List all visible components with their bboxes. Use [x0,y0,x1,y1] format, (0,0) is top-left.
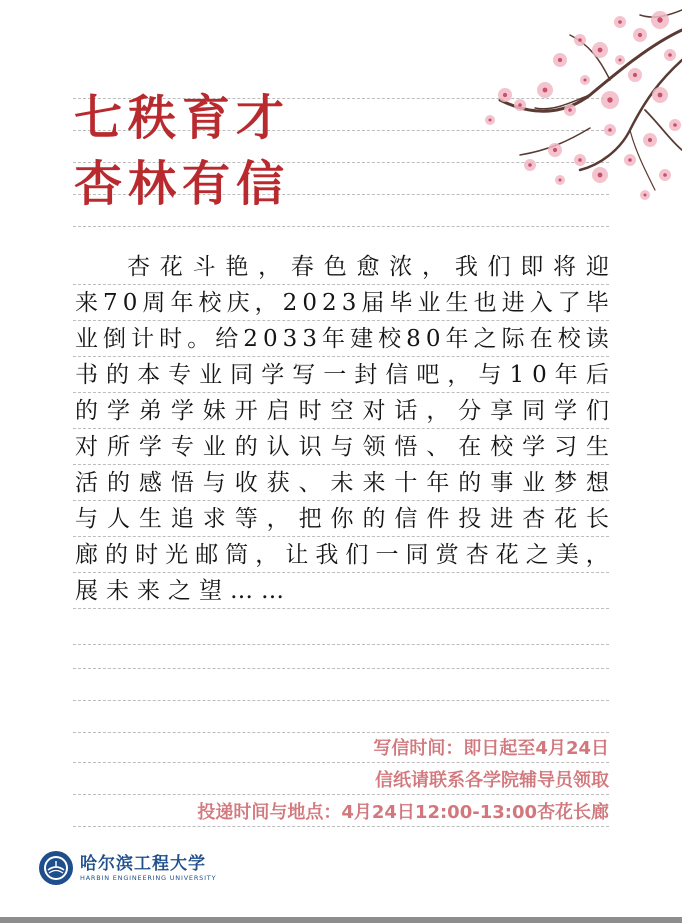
blossom-center [558,58,562,62]
body-line: 对 所 学 专 业 的 认 识 与 领 悟 、 在 校 学 习 生 [75,434,609,460]
body-line: 的 学 弟 学 妹 开 启 时 空 对 话 ， 分 享 同 学 们 [75,398,609,424]
blossom-center [489,119,492,122]
ruled-line [73,644,609,645]
body-line: 业 倒 计 时 。 给 2 0 3 3 年 建 校 8 0 年 之 际 在 校 读 [75,326,609,352]
ruled-line [73,732,609,733]
write-time-info: 写信时间：即日起至4月24日 [373,738,609,759]
blossom-center [658,93,663,98]
blossom-center [553,148,557,152]
paper-pickup-info: 信纸请联系各学院辅导员领取 [375,770,609,791]
university-name-cn: 哈尔滨工程大学 [80,853,206,874]
blossom-center [668,53,672,57]
blossom-center [657,17,662,22]
blossom-center [619,59,622,62]
blossom-center [618,20,622,24]
body-line: 书 的 本 专 业 同 学 写 一 封 信 吧 ， 与 1 0 年 后 [75,362,609,388]
university-seal-icon [38,850,74,886]
blossom-center [663,173,667,177]
blossom-center [598,48,603,53]
ruled-line [73,794,609,795]
blossom-center [568,108,572,112]
blossom-center [633,73,637,77]
university-logo [38,850,216,886]
blossom-center [628,158,632,162]
ruled-line [73,668,609,669]
blossom-center [673,123,677,127]
ruled-line [73,826,609,827]
page-bottom-bar [0,917,682,923]
body-line: 来 7 0 周 年 校 庆 ， 2 0 2 3 届 毕 业 生 也 进 入 了 毕 [75,290,609,316]
body-line: 廊 的 时 光 邮 筒 ， 让 我 们 一 同 赏 杏 花 之 美 ， [75,542,609,568]
blossom-center [559,179,562,182]
blossom-center [584,79,587,82]
letter-body [75,249,609,609]
blossom-center [578,38,582,42]
blossom-center [608,128,612,132]
blossom-center [518,103,522,107]
blossom-center [578,158,582,162]
title-line-2: 杏林有信 [74,156,291,212]
university-name-en: HARBIN ENGINEERING UNIVERSITY [80,873,217,882]
ruled-line [73,700,609,701]
delivery-info: 投递时间与地点：4月24日12:00-13:00杏花长廊 [197,802,609,823]
ruled-line [73,762,609,763]
blossom-center [638,33,642,37]
body-line: 杏 花 斗 艳 ， 春 色 愈 浓 ， 我 们 即 将 迎 [127,254,609,280]
body-line: 与 人 生 追 求 等 ， 把 你 的 信 件 投 进 杏 花 长 [75,506,609,532]
title-line-1: 七秩育才 [74,90,291,146]
body-line: 展未来之望…… [75,578,292,604]
blossom-center [543,88,548,93]
apricot-blossom-decoration [460,0,682,260]
blossom-center [598,173,603,178]
blossom-center [528,163,532,167]
blossom-center [503,93,507,97]
blossom-center [607,97,612,102]
body-line: 活 的 感 悟 与 收 获 、 未 来 十 年 的 事 业 梦 想 [75,470,609,496]
blossom-center [644,194,647,197]
blossom-center [648,138,652,142]
